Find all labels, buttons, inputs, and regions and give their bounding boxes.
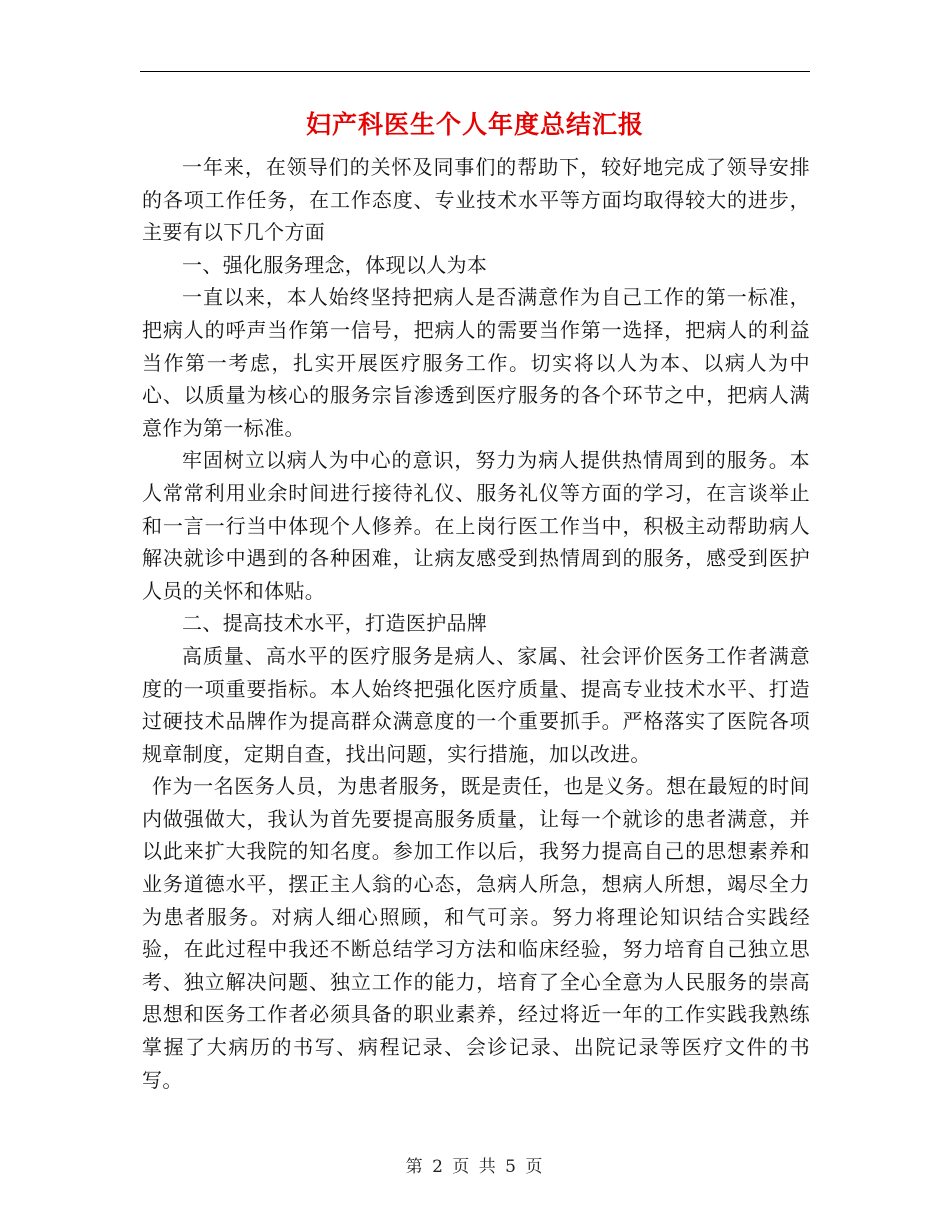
paragraph-quality: 高质量、高水平的医疗服务是病人、家属、社会评价医务工作者满意度的一项重要指标。本人始终把强化医疗质量、提高专业技术水平、打造过硬技术品牌作为提高群众满意度的一个重要抓手。严格落实了医院各项规章制度，定期自查，找出问题，实行措施，加以改进。 (142, 643, 810, 766)
paragraph-patient-centered: 牢固树立以病人为中心的意识，努力为病人提供热情周到的服务。本人常常利用业余时间进行接待礼仪、服务礼仪等方面的学习，在言谈举止和一言一行当中体现个人修养。在上岗行医工作当中，积极主动帮助病人解决就诊中遇到的各种困难，让病友感受到热情周到的服务，感受到医护人员的关怀和体贴。 (142, 448, 810, 603)
page-number: 第 2 页 共 5 页 (405, 1157, 545, 1177)
header-rule (140, 71, 810, 72)
document-title: 妇产科医生个人年度总结汇报 (305, 110, 644, 139)
document-body (142, 151, 810, 1096)
paragraph-intro: 一年来，在领导们的关怀及同事们的帮助下，较好地完成了领导安排的各项工作任务，在工作态度、专业技术水平等方面均取得较大的进步，主要有以下几个方面 (142, 155, 810, 245)
section-heading-1: 一、强化服务理念，体现以人为本 (182, 252, 488, 277)
section-heading-2: 二、提高技术水平，打造医护品牌 (182, 611, 488, 636)
paragraph-responsibility: 作为一名医务人员，为患者服务，既是责任，也是义务。想在最短的时间内做强做大，我认为首先要提高服务质量，让每一个就诊的患者满意，并以此来扩大我院的知名度。参加工作以后，我努力提高自己的思想素养和业务道德水平，摆正主人翁的心态，急病人所急，想病人所想，竭尽全力为患者服务。对病人细心照顾，和气可亲。努力将理论知识结合实践经验，在此过程中我还不断总结学习方法和临床经验，努力培育自己独立思考、独立解决问题、独立工作的能力，培育了全心全意为人民服务的崇高思想和医务工作者必须具备的职业素养，经过将近一年的工作实践我熟练掌握了大病历的书写、病程记录、会诊记录、出院记录等医疗文件的书写。 (142, 774, 810, 1092)
paragraph-service-standard: 一直以来，本人始终坚持把病人是否满意作为自己工作的第一标准，把病人的呼声当作第一信号，把病人的需要当作第一选择，把病人的利益当作第一考虑，扎实开展医疗服务工作。切实将以人为本、以病人为中心、以质量为核心的服务宗旨渗透到医疗服务的各个环节之中，把病人满意作为第一标准。 (142, 285, 810, 440)
